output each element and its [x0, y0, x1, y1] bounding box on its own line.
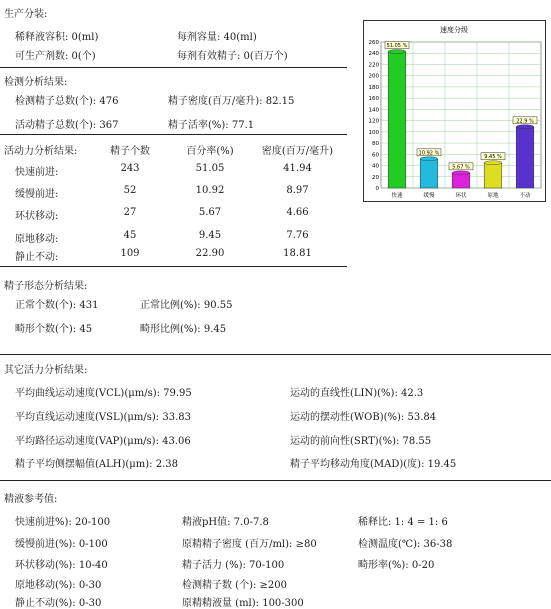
- data-label: 22.9 %: [516, 118, 534, 125]
- y-tick-label: 60: [372, 152, 379, 159]
- ref-item: 稀释比: 1: 4 = 1: 6: [358, 517, 448, 528]
- data-label: 9.45 %: [484, 154, 502, 161]
- total-sperm: 检测精子总数(个): 476: [15, 96, 119, 107]
- lin-value: 运动的直线性(LIN)(%): 42.3: [290, 388, 424, 399]
- activity-title: 活动力分析结果:: [4, 146, 78, 157]
- divider: [0, 480, 551, 481]
- alh-value: 精子平均侧摆幅值(ALH)(μm): 2.38: [15, 459, 178, 470]
- mad-value: 精子平均移动角度(MAD)(度): 19.45: [290, 459, 457, 470]
- divider: [0, 354, 551, 355]
- normal-ratio: 正常比例(%): 90.55: [140, 300, 233, 311]
- y-tick-label: 180: [368, 84, 379, 91]
- row-count: 45: [123, 230, 137, 241]
- y-tick-label: 260: [368, 40, 379, 46]
- ref-item: 快速前进%): 20-100: [15, 517, 111, 528]
- data-label: 51.05 %: [386, 43, 408, 50]
- morphology-title: 精子形态分析结果:: [4, 281, 88, 292]
- detection-title: 检测分析结果:: [4, 77, 68, 88]
- ref-item: 环状移动(%): 10-40: [15, 560, 108, 571]
- effective-sperm: 每剂有效精子: 0(百万个): [177, 51, 288, 62]
- bar: [452, 173, 470, 188]
- row-label: 静止不动:: [15, 252, 59, 263]
- bar-cap: [516, 125, 534, 129]
- ref-item: 精液pH值: 7.0-7.8: [182, 517, 269, 528]
- abnormal-ratio: 畸形比例(%): 9.45: [140, 324, 227, 335]
- y-tick-label: 100: [368, 129, 379, 136]
- row-density: 4.66: [286, 207, 309, 218]
- wob-value: 运动的摆动性(WOB)(%): 53.84: [290, 412, 437, 423]
- vap-value: 平均路径运动速度(VAP)(μm/s): 43.06: [15, 436, 191, 447]
- ref-item: 原地移动(%): 0-30: [15, 580, 102, 591]
- x-tick-label: 缓慢: [423, 193, 435, 199]
- speed-grade-chart: [363, 20, 546, 202]
- row-label: 缓慢前进:: [15, 189, 59, 200]
- ref-item: 缓慢前进(%): 0-100: [15, 539, 108, 550]
- x-tick-label: 原地: [487, 193, 499, 199]
- bar-cap: [484, 161, 502, 165]
- ref-item: 原精精液量 (ml): 100-300: [182, 598, 304, 609]
- data-label: 10.92 %: [418, 150, 440, 157]
- row-count: 52: [123, 185, 137, 196]
- y-tick-label: 20: [372, 174, 379, 181]
- divider: [0, 266, 347, 267]
- row-count: 27: [123, 207, 137, 218]
- bar: [388, 52, 406, 188]
- row-percent: 5.67: [198, 207, 222, 218]
- vsl-value: 平均直线运动速度(VSL)(μm/s): 33.83: [15, 412, 191, 423]
- active-total: 活动精子总数(个): 367: [15, 120, 119, 131]
- y-tick-label: 120: [368, 118, 379, 125]
- srt-value: 运动的前向性(SRT)(%): 78.55: [290, 436, 432, 447]
- dose-count: 可生产剂数: 0(个): [15, 51, 96, 62]
- abnormal-count: 畸形个数(个): 45: [15, 324, 93, 335]
- x-tick-label: 不动: [519, 193, 531, 199]
- bar-cap: [420, 157, 438, 161]
- row-count: 243: [120, 163, 140, 174]
- ref-item: 原精精子密度 (百万/ml): ≥80: [182, 539, 317, 550]
- bar-cap: [452, 171, 470, 175]
- row-percent: 10.92: [195, 185, 225, 196]
- bar: [516, 127, 534, 188]
- production-title: 生产分装:: [4, 9, 48, 20]
- dilution-volume: 稀释液容积: 0(ml): [15, 32, 99, 43]
- reference-title: 精液参考值:: [4, 494, 58, 505]
- y-tick-label: 200: [368, 73, 379, 80]
- ref-item: 检测精子数 (个): ≥200: [182, 580, 287, 591]
- other-title: 其它活力分析结果:: [4, 365, 88, 376]
- divider: [0, 67, 347, 68]
- sperm-motility: 精子活率(%): 77.1: [168, 120, 255, 131]
- header-count: 精子个数: [110, 146, 150, 157]
- bar: [420, 159, 438, 188]
- y-tick-label: 80: [372, 141, 379, 148]
- y-tick-label: 0: [375, 186, 379, 192]
- ref-item: 检测温度(℃): 36-38: [358, 539, 453, 550]
- bar: [484, 163, 502, 188]
- y-tick-label: 40: [372, 163, 379, 170]
- chart-title: 速度分级: [440, 26, 468, 34]
- sperm-density: 精子密度(百万/毫升): 82.15: [168, 96, 295, 107]
- dose-volume: 每剂容量: 40(ml): [177, 32, 257, 43]
- row-label: 快速前进:: [15, 167, 59, 178]
- ref-item: 精子活力 (%): 70-100: [182, 560, 285, 571]
- row-percent: 22.90: [195, 248, 225, 259]
- row-density: 18.81: [283, 248, 312, 259]
- row-label: 环状移动:: [15, 211, 59, 222]
- y-tick-label: 160: [368, 96, 379, 103]
- bar-cap: [388, 50, 406, 54]
- row-count: 109: [120, 248, 140, 259]
- divider: [0, 134, 347, 135]
- header-density: 密度(百万/毫升): [261, 146, 334, 157]
- header-percent: 百分率(%): [186, 146, 234, 157]
- ref-item: 畸形率(%): 0-20: [358, 560, 435, 571]
- normal-count: 正常个数(个): 431: [15, 300, 99, 311]
- row-density: 41.94: [283, 163, 312, 174]
- row-density: 8.97: [286, 185, 309, 196]
- row-density: 7.76: [286, 230, 309, 241]
- x-tick-label: 快速: [391, 193, 403, 199]
- vcl-value: 平均曲线运动速度(VCL)(μm/s): 79.95: [15, 388, 192, 399]
- y-tick-label: 240: [368, 51, 379, 58]
- row-percent: 9.45: [198, 230, 222, 241]
- data-label: 5.67 %: [452, 164, 470, 171]
- y-tick-label: 140: [368, 107, 379, 114]
- ref-item: 静止不动(%): 0-30: [15, 598, 102, 609]
- y-tick-label: 220: [368, 62, 379, 69]
- row-percent: 51.05: [195, 163, 225, 174]
- row-label: 原地移动:: [15, 234, 59, 245]
- x-tick-label: 环状: [455, 193, 467, 199]
